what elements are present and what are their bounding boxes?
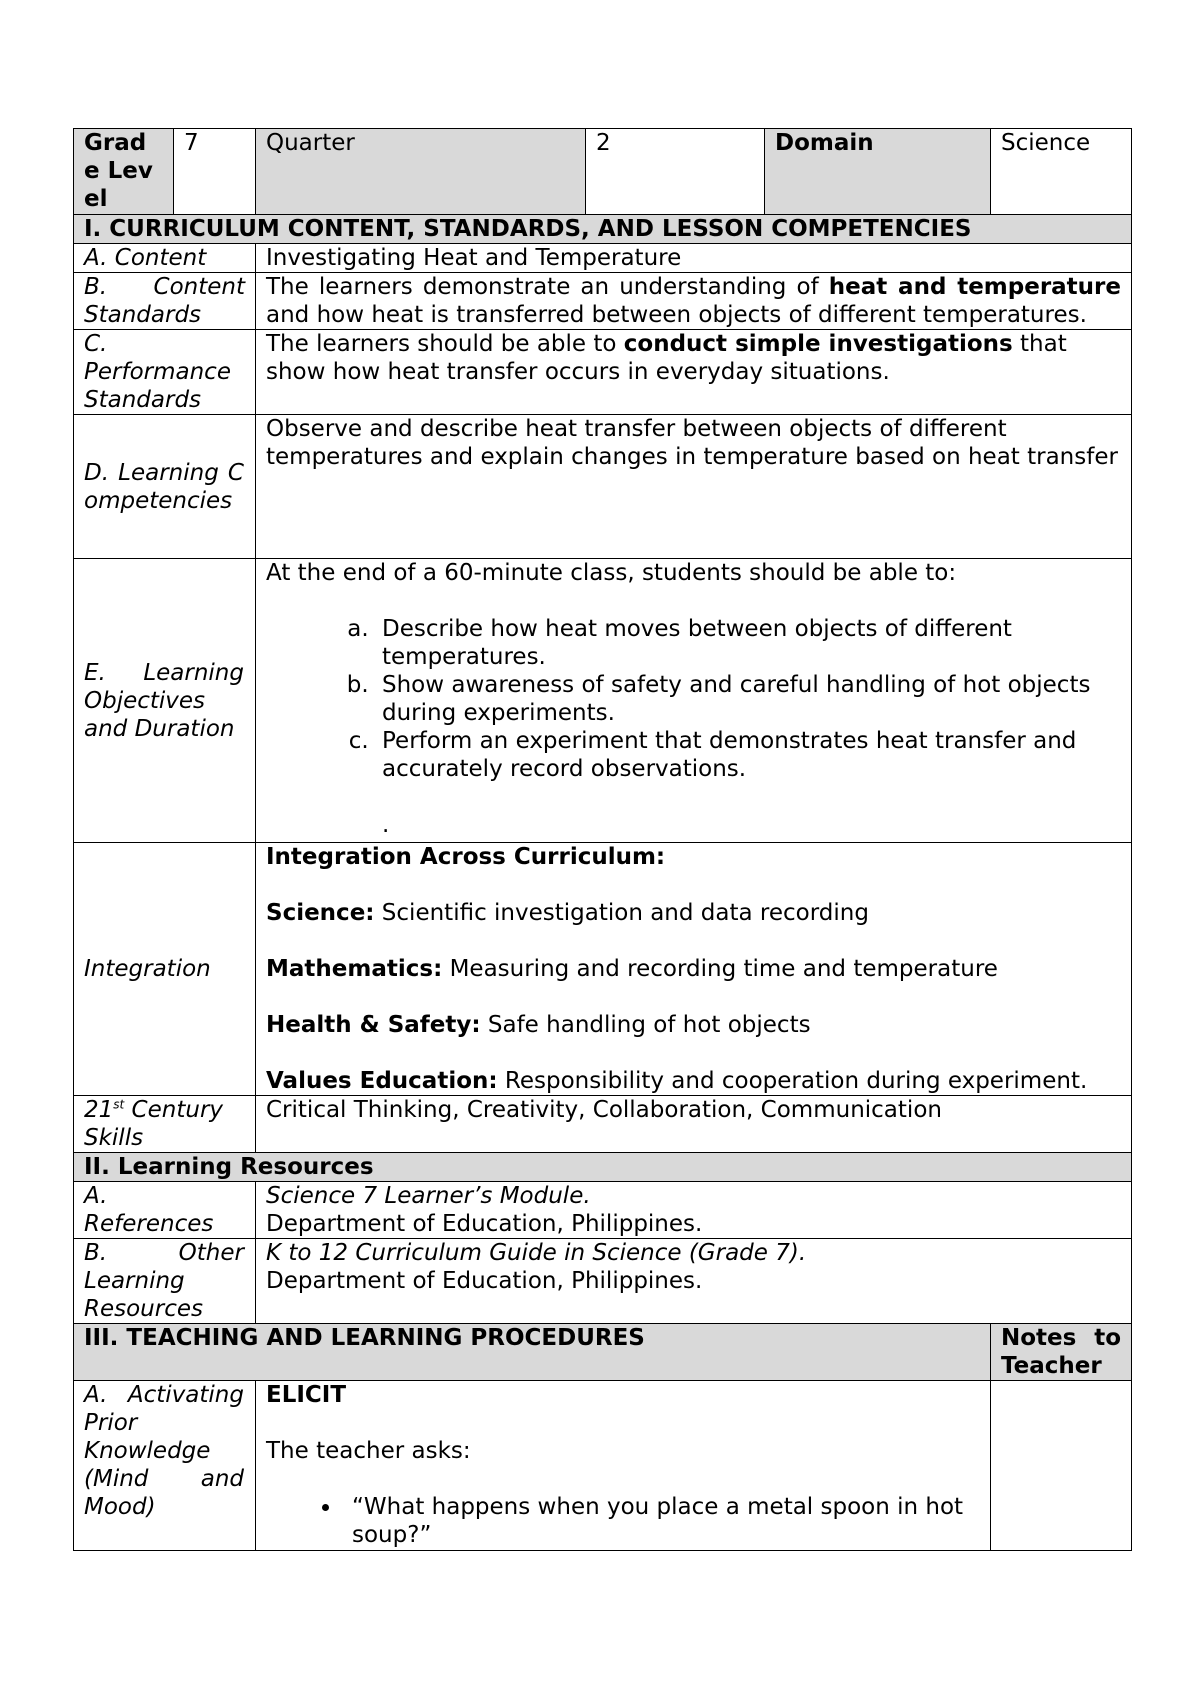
elicit-heading: ELICIT xyxy=(266,1382,347,1408)
integration-row xyxy=(74,843,1132,1096)
objective-item: a. Describe how heat moves between objects of different temperatures. xyxy=(376,615,1121,671)
integration-title: Integration Across Curriculum: xyxy=(266,844,666,870)
objectives-trailing: . xyxy=(382,812,390,838)
other-resources-value xyxy=(256,1239,1132,1324)
other-resources-title: K to 12 Curriculum Guide in Science (Grade 7). xyxy=(266,1240,807,1266)
content-standards-label: B. Content Standards xyxy=(74,273,256,330)
century-skills-value: Critical Thinking, Creativity, Collaboration, Communication xyxy=(256,1096,1132,1153)
header-row xyxy=(74,129,1132,215)
integration-label: Integration xyxy=(74,843,256,1096)
objective-item: c. Perform an experiment that demonstrates heat transfer and accurately record observations. xyxy=(376,727,1121,783)
content-label: A. Content xyxy=(74,244,256,273)
integration-value xyxy=(256,843,1132,1096)
integration-item: Health & Safety: Safe handling of hot objects xyxy=(266,1012,811,1038)
learning-objectives-row xyxy=(74,559,1132,843)
century-skills-row xyxy=(74,1096,1132,1153)
performance-bold: conduct simple investigations xyxy=(623,331,1013,357)
learning-competencies-value: Observe and describe heat transfer between objects of different temperatures and explain changes in temperature based on heat transfer xyxy=(256,415,1132,559)
lesson-plan-table xyxy=(73,128,1132,1551)
lesson-plan-page xyxy=(73,128,1131,1551)
other-resources-label: B. Other Learning Resources xyxy=(74,1239,256,1324)
quarter-value: 2 xyxy=(586,129,765,215)
activating-value xyxy=(256,1381,991,1551)
content-standards-post: and how heat is transferred between objects of different temperatures. xyxy=(266,302,1087,328)
references-label: A. References xyxy=(74,1182,256,1239)
content-standards-bold: heat and temperature xyxy=(828,274,1121,300)
performance-pre: The learners should be able to xyxy=(266,331,624,357)
objectives-list xyxy=(266,615,1121,783)
learning-competencies-row xyxy=(74,415,1132,559)
objective-item: b. Show awareness of safety and careful handling of hot objects during experiments. xyxy=(376,671,1121,727)
content-standards-value xyxy=(256,273,1132,330)
teacher-asks: The teacher asks: xyxy=(266,1438,471,1464)
learning-objectives-value xyxy=(256,559,1132,843)
question-item: • “What happens when you place a metal spoon in hot soup?” xyxy=(342,1493,980,1549)
integration-item: Science: Scientific investigation and data recording xyxy=(266,900,869,926)
grade-level-value: 7 xyxy=(174,129,256,215)
grade-level-label: Grade Level xyxy=(74,129,174,215)
learning-objectives-label: E. Learning Objectives and Duration xyxy=(74,559,256,843)
objectives-intro: At the end of a 60-minute class, students should be able to: xyxy=(266,560,957,586)
references-org: Department of Education, Philippines. xyxy=(266,1211,703,1237)
notes-to-teacher-label: Notes to Teacher xyxy=(991,1324,1132,1381)
integration-item: Values Education: Responsibility and cooperation during experiment. xyxy=(266,1068,1088,1094)
section2-title: II. Learning Resources xyxy=(74,1153,1132,1182)
references-row xyxy=(74,1182,1132,1239)
section3-title: III. TEACHING AND LEARNING PROCEDURES xyxy=(74,1324,991,1381)
questions-list xyxy=(266,1493,980,1549)
domain-value: Science xyxy=(991,129,1132,215)
performance-standards-label: C. Performance Standards xyxy=(74,330,256,415)
section1-title-row xyxy=(74,215,1132,244)
content-standards-pre: The learners demonstrate an understanding of xyxy=(266,274,829,300)
references-value xyxy=(256,1182,1132,1239)
other-resources-row xyxy=(74,1239,1132,1324)
learning-competencies-label: D. Learning Competencies xyxy=(74,415,256,559)
activating-label: A. Activating Prior Knowledge (Mind and Mood) xyxy=(74,1381,256,1551)
content-row xyxy=(74,244,1132,273)
integration-item: Mathematics: Measuring and recording time and temperature xyxy=(266,956,998,982)
domain-label: Domain xyxy=(765,129,991,215)
quarter-label: Quarter xyxy=(256,129,586,215)
performance-standards-row xyxy=(74,330,1132,415)
performance-standards-value xyxy=(256,330,1132,415)
content-value: Investigating Heat and Temperature xyxy=(256,244,1132,273)
other-resources-org: Department of Education, Philippines. xyxy=(266,1268,703,1294)
notes-to-teacher-cell xyxy=(991,1381,1132,1551)
activating-prior-knowledge-row xyxy=(74,1381,1132,1551)
section1-title: I. CURRICULUM CONTENT, STANDARDS, AND LESSON COMPETENCIES xyxy=(74,215,1132,244)
section3-title-row xyxy=(74,1324,1132,1381)
references-title: Science 7 Learner’s Module. xyxy=(266,1183,591,1209)
century-skills-label: 21st Century Skills xyxy=(74,1096,256,1153)
performance-post: that show how heat transfer occurs in everyday situations. xyxy=(266,331,1067,385)
section2-title-row xyxy=(74,1153,1132,1182)
content-standards-row xyxy=(74,273,1132,330)
